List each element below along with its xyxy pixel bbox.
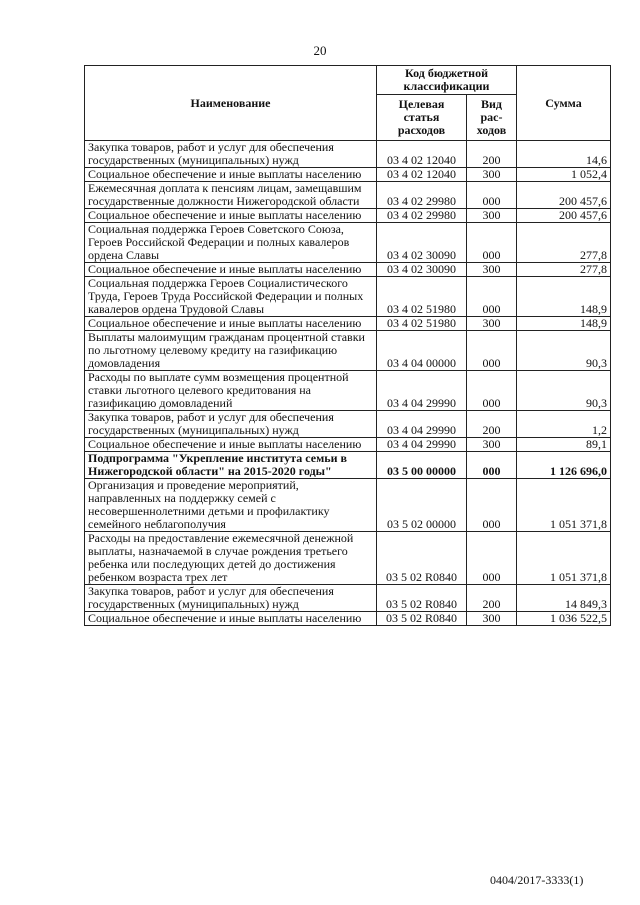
row-expense-type: 300 bbox=[467, 209, 517, 223]
header-budget-code: Код бюджетной классификации bbox=[377, 66, 517, 95]
row-name: Закупка товаров, работ и услуг для обеспечения государственных (муниципальных) нужд bbox=[85, 411, 377, 438]
table-row bbox=[85, 532, 611, 585]
row-sum: 200 457,6 bbox=[517, 182, 611, 209]
header-expense-type: Вид рас-ходов bbox=[467, 95, 517, 141]
row-expense-type: 000 bbox=[467, 182, 517, 209]
row-target-article: 03 4 04 29990 bbox=[377, 411, 467, 438]
row-target-article: 03 4 02 12040 bbox=[377, 141, 467, 168]
row-target-article: 03 4 02 30090 bbox=[377, 263, 467, 277]
row-name: Закупка товаров, работ и услуг для обеспечения государственных (муниципальных) нужд bbox=[85, 585, 377, 612]
row-sum: 90,3 bbox=[517, 331, 611, 371]
row-expense-type: 000 bbox=[467, 479, 517, 532]
row-target-article: 03 4 04 29990 bbox=[377, 438, 467, 452]
row-name: Социальное обеспечение и иные выплаты населению bbox=[85, 263, 377, 277]
row-name: Расходы по выплате сумм возмещения процентной ставки льготного целевого кредитования на газификацию домовладений bbox=[85, 371, 377, 411]
row-target-article: 03 4 02 30090 bbox=[377, 223, 467, 263]
row-sum: 1 051 371,8 bbox=[517, 479, 611, 532]
table-row bbox=[85, 585, 611, 612]
table-row bbox=[85, 263, 611, 277]
row-sum: 89,1 bbox=[517, 438, 611, 452]
table-row bbox=[85, 479, 611, 532]
table-row bbox=[85, 331, 611, 371]
row-sum: 1 036 522,5 bbox=[517, 612, 611, 626]
row-name: Социальная поддержка Героев Социалистического Труда, Героев Труда Российской Федерации и полных кавалеров ордена Трудовой Славы bbox=[85, 277, 377, 317]
row-name: Закупка товаров, работ и услуг для обеспечения государственных (муниципальных) нужд bbox=[85, 141, 377, 168]
row-expense-type: 000 bbox=[467, 277, 517, 317]
header-target-article: Целевая статья расходов bbox=[377, 95, 467, 141]
row-sum: 1 126 696,0 bbox=[517, 452, 611, 479]
row-target-article: 03 5 02 R0840 bbox=[377, 532, 467, 585]
row-expense-type: 000 bbox=[467, 452, 517, 479]
row-expense-type: 300 bbox=[467, 317, 517, 331]
row-expense-type: 200 bbox=[467, 585, 517, 612]
row-name: Подпрограмма "Укрепление института семьи в Нижегородской области" на 2015-2020 годы" bbox=[85, 452, 377, 479]
table-row bbox=[85, 223, 611, 263]
row-name: Социальное обеспечение и иные выплаты населению bbox=[85, 209, 377, 223]
row-target-article: 03 5 02 R0840 bbox=[377, 612, 467, 626]
table-row bbox=[85, 411, 611, 438]
header-sum: Сумма bbox=[517, 66, 611, 141]
table-row bbox=[85, 452, 611, 479]
row-target-article: 03 4 02 29980 bbox=[377, 209, 467, 223]
row-sum: 200 457,6 bbox=[517, 209, 611, 223]
row-expense-type: 000 bbox=[467, 331, 517, 371]
table-row bbox=[85, 209, 611, 223]
row-sum: 14,6 bbox=[517, 141, 611, 168]
row-expense-type: 200 bbox=[467, 141, 517, 168]
row-sum: 14 849,3 bbox=[517, 585, 611, 612]
row-target-article: 03 4 02 29980 bbox=[377, 182, 467, 209]
row-sum: 277,8 bbox=[517, 263, 611, 277]
row-expense-type: 000 bbox=[467, 532, 517, 585]
row-expense-type: 000 bbox=[467, 223, 517, 263]
row-name: Социальное обеспечение и иные выплаты населению bbox=[85, 317, 377, 331]
table-row bbox=[85, 168, 611, 182]
row-sum: 277,8 bbox=[517, 223, 611, 263]
row-name: Организация и проведение мероприятий, направленных на поддержку семей с несовершеннолетними детьми и профилактику семейного неблагополучия bbox=[85, 479, 377, 532]
row-name: Ежемесячная доплата к пенсиям лицам, замещавшим государственные должности Нижегородской области bbox=[85, 182, 377, 209]
budget-table bbox=[84, 65, 611, 626]
table-row bbox=[85, 277, 611, 317]
row-target-article: 03 4 02 51980 bbox=[377, 317, 467, 331]
row-name: Социальное обеспечение и иные выплаты населению bbox=[85, 438, 377, 452]
row-expense-type: 300 bbox=[467, 612, 517, 626]
row-sum: 1 051 371,8 bbox=[517, 532, 611, 585]
row-sum: 1 052,4 bbox=[517, 168, 611, 182]
row-target-article: 03 5 02 R0840 bbox=[377, 585, 467, 612]
row-target-article: 03 5 00 00000 bbox=[377, 452, 467, 479]
row-sum: 148,9 bbox=[517, 277, 611, 317]
footer-document-code: 0404/2017-3333(1) bbox=[490, 873, 584, 887]
row-expense-type: 000 bbox=[467, 371, 517, 411]
page-number: 20 bbox=[313, 43, 327, 58]
table-body bbox=[85, 141, 611, 626]
table-row bbox=[85, 317, 611, 331]
header-row-1 bbox=[85, 66, 611, 95]
row-sum: 1,2 bbox=[517, 411, 611, 438]
row-target-article: 03 4 02 51980 bbox=[377, 277, 467, 317]
header-name: Наименование bbox=[85, 66, 377, 141]
row-name: Социальное обеспечение и иные выплаты населению bbox=[85, 168, 377, 182]
row-name: Расходы на предоставление ежемесячной денежной выплаты, назначаемой в случае рождения третьего ребенка или последующих детей до достижения ребенком возраста трех лет bbox=[85, 532, 377, 585]
row-target-article: 03 4 02 12040 bbox=[377, 168, 467, 182]
row-expense-type: 300 bbox=[467, 438, 517, 452]
row-expense-type: 300 bbox=[467, 168, 517, 182]
table-row bbox=[85, 438, 611, 452]
row-target-article: 03 4 04 00000 bbox=[377, 331, 467, 371]
row-expense-type: 300 bbox=[467, 263, 517, 277]
table-row bbox=[85, 371, 611, 411]
row-sum: 90,3 bbox=[517, 371, 611, 411]
row-target-article: 03 4 04 29990 bbox=[377, 371, 467, 411]
row-expense-type: 200 bbox=[467, 411, 517, 438]
table-row bbox=[85, 612, 611, 626]
table-row bbox=[85, 182, 611, 209]
row-name: Выплаты малоимущим гражданам процентной ставки по льготному целевому кредиту на газификацию домовладения bbox=[85, 331, 377, 371]
row-name: Социальное обеспечение и иные выплаты населению bbox=[85, 612, 377, 626]
row-name: Социальная поддержка Героев Советского Союза, Героев Российской Федерации и полных кавалеров ордена Славы bbox=[85, 223, 377, 263]
row-target-article: 03 5 02 00000 bbox=[377, 479, 467, 532]
table-row bbox=[85, 141, 611, 168]
row-sum: 148,9 bbox=[517, 317, 611, 331]
